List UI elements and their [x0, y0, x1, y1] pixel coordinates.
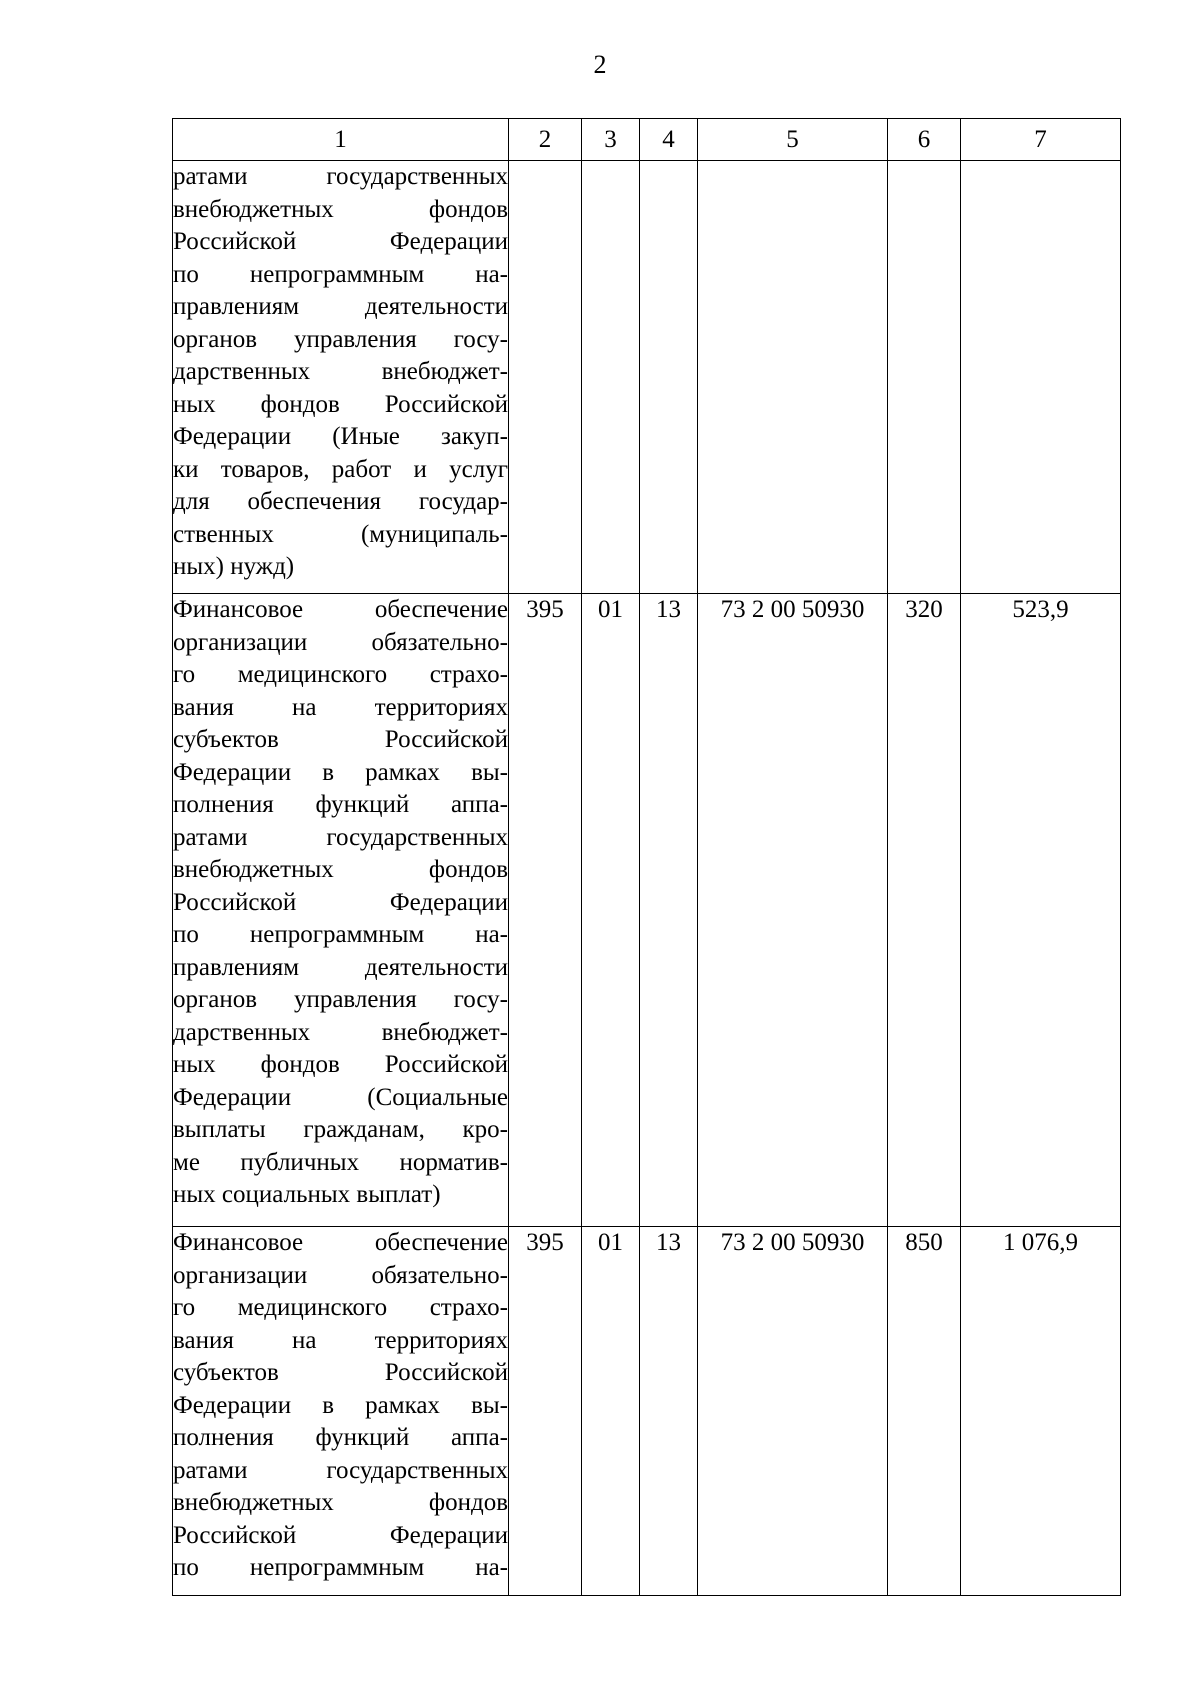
- description-line: внебюджетных фондов: [173, 856, 508, 883]
- description-line: ных) нужд): [173, 553, 295, 580]
- description-line: Финансовое обеспечение: [173, 596, 508, 623]
- cell-expense-type: 850: [888, 1227, 961, 1596]
- cell-target-article: 73 2 00 50930: [698, 594, 888, 1227]
- cell-section: 01: [582, 1227, 640, 1596]
- description-line: Российской Федерации: [173, 1521, 508, 1549]
- description-line: по непрограммным на-: [173, 921, 508, 948]
- description-line: ственных (муниципаль-: [173, 520, 508, 548]
- column-header-3: 3: [582, 119, 640, 161]
- cell-target-article: 73 2 00 50930: [698, 1227, 888, 1596]
- description-line: полнения функций аппа-: [173, 1424, 508, 1451]
- cell-expense-type: [888, 161, 961, 594]
- cell-amount: 523,9: [961, 594, 1121, 1227]
- description-line: полнения функций аппа-: [173, 791, 508, 818]
- description-line: субъектов Российской: [173, 726, 508, 753]
- cell-admin-code: 395: [509, 1227, 582, 1596]
- description-line: го медицинского страхо-: [173, 1294, 508, 1321]
- description-line: субъектов Российской: [173, 1359, 508, 1386]
- description-line: вания на территориях: [173, 1326, 508, 1354]
- budget-table: [172, 118, 1121, 1596]
- column-header-1: 1: [173, 119, 509, 161]
- description-line: для обеспечения государ-: [173, 488, 508, 515]
- description-line: Российской Федерации: [173, 888, 508, 916]
- description-line: ратами государственных: [173, 1456, 508, 1484]
- cell-section: 01: [582, 594, 640, 1227]
- cell-amount: 1 076,9: [961, 1227, 1121, 1596]
- table-row: [173, 594, 1121, 1227]
- column-header-5: 5: [698, 119, 888, 161]
- cell-target-article: [698, 161, 888, 594]
- description-line: ных социальных выплат): [173, 1181, 441, 1208]
- cell-section: [582, 161, 640, 594]
- description-line: Федерации (Социальные: [173, 1083, 508, 1111]
- cell-amount: [961, 161, 1121, 594]
- column-header-6: 6: [888, 119, 961, 161]
- column-header-7: 7: [961, 119, 1121, 161]
- description-line: Российской Федерации: [173, 228, 508, 255]
- description-line: Федерации (Иные закуп-: [173, 423, 508, 450]
- description-line: Финансовое обеспечение: [173, 1229, 508, 1256]
- description-line: правлениям деятельности: [173, 953, 508, 981]
- row-description: [173, 161, 509, 594]
- row-description: [173, 594, 509, 1227]
- description-line: Федерации в рамках вы-: [173, 758, 508, 786]
- cell-expense-type: 320: [888, 594, 961, 1227]
- column-header-2: 2: [509, 119, 582, 161]
- description-line: дарственных внебюджет-: [173, 1018, 508, 1046]
- description-line: ки товаров, работ и услуг: [173, 455, 508, 483]
- description-line: внебюджетных фондов: [173, 1489, 508, 1516]
- description-line: организации обязательно-: [173, 628, 508, 656]
- column-header-4: 4: [640, 119, 698, 161]
- description-line: Федерации в рамках вы-: [173, 1391, 508, 1419]
- description-line: го медицинского страхо-: [173, 661, 508, 688]
- description-line: ратами государственных: [173, 163, 508, 190]
- cell-subsection: 13: [640, 594, 698, 1227]
- page-number: 2: [593, 50, 607, 79]
- description-line: органов управления госу-: [173, 986, 508, 1013]
- header-row: [173, 119, 1121, 161]
- cell-subsection: [640, 161, 698, 594]
- description-line: организации обязательно-: [173, 1261, 508, 1289]
- cell-admin-code: 395: [509, 594, 582, 1227]
- cell-subsection: 13: [640, 1227, 698, 1596]
- table-row: [173, 1227, 1121, 1596]
- row-description: [173, 1227, 509, 1596]
- description-line: выплаты гражданам, кро-: [173, 1116, 508, 1143]
- description-line: ных фондов Российской: [173, 390, 508, 418]
- description-line: ратами государственных: [173, 823, 508, 851]
- description-line: дарственных внебюджет-: [173, 358, 508, 385]
- description-line: органов управления госу-: [173, 325, 508, 353]
- description-line: по непрограммным на-: [173, 1554, 508, 1581]
- description-line: по непрограммным на-: [173, 260, 508, 288]
- description-line: внебюджетных фондов: [173, 195, 508, 223]
- description-line: вания на территориях: [173, 693, 508, 721]
- table-row: [173, 161, 1121, 594]
- description-line: ных фондов Российской: [173, 1051, 508, 1078]
- cell-admin-code: [509, 161, 582, 594]
- description-line: правлениям деятельности: [173, 293, 508, 320]
- description-line: ме публичных норматив-: [173, 1148, 508, 1176]
